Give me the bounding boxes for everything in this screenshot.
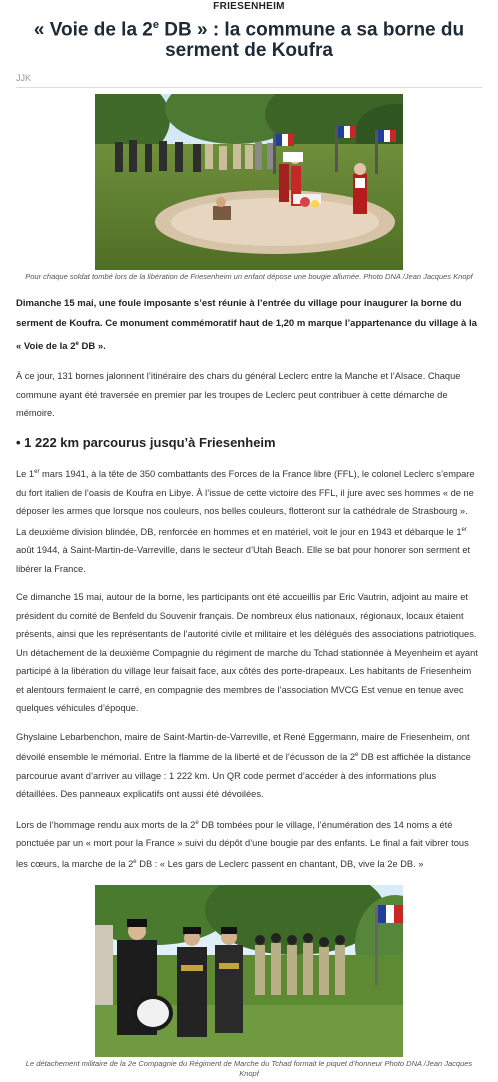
article-author: JJK (16, 73, 32, 84)
history-a-sup: er (34, 468, 40, 475)
paragraph-history (16, 463, 480, 578)
article-lead (16, 294, 480, 357)
hommage-a: Lors de l’hommage rendu aux morts de la 2 (16, 819, 196, 830)
lead-sup: e (75, 341, 79, 348)
headline-sup: e (152, 19, 159, 31)
unveiling-a: Ghyslaine Lebarbenchon, maire de Saint-Martin-de-Varreville, et René Eggermann, maire de Friesenheim, ont dévoilé ensemble le mémorial. Entre la flamme de la liberté et de l’écusson de la 2 (16, 731, 470, 763)
article-kicker: FRIESENHEIM (213, 1, 285, 12)
headline-part2: DB » : la commune a sa borne du serment de Koufra (158, 19, 465, 62)
section-heading: • 1 222 km parcourus jusqu’à Friesenheim (16, 434, 276, 450)
military-photo-image (95, 885, 403, 1057)
paragraph-bornes: À ce jour, 131 bornes jalonnent l’itinéraire des chars du général Leclerc entre la Manche et l’Alsace. Chaque commune ayant été traversée en premier par les troupes de Leclerc peut contribuer à cette démarche de mémoire. (16, 371, 461, 419)
history-c: août 1944, à Saint-Martin-de-Varreville, dans le secteur d’Utah Beach. Elle se bat pour honorer son serment et libérer la France. (16, 545, 471, 574)
article-headline (18, 15, 480, 61)
divider (16, 87, 482, 88)
headline-part1: « Voie de la 2 (33, 19, 153, 41)
hommage-c: DB : « Les gars de Leclerc passent en chantant, DB, vive la 2e DB. » (136, 858, 424, 869)
hommage-b-sup: e (133, 858, 137, 865)
ceremony-photo[interactable] (95, 94, 403, 270)
paragraph-ceremony: Ce dimanche 15 mai, autour de la borne, les participants ont été accueillis par Eric Vautrin, adjoint au maire et président du comité de Benfeld du Souvenir français. De nombreux élus nationaux, régionaux, locaux étaient présents, ainsi que les représentants de l’autorité civile et militaire et les délégués des associations patriotiques. Un détachement de la deuxième Compagnie du régiment de marche du Tchad stationnée à Meyenheim et ayant participé à la libération du village leur faisait face, aux côtés des porte-drapeaux. Les habitants de Friesenheim et alentours fermaient le carré, en compagnie des membres de l’association MVCG Est venue en tenue avec quelques véhicules d’époque. (16, 592, 478, 714)
history-b: mars 1941, à la tête de 350 combattants des Forces de la France libre (FFL), le colonel Leclerc s’empare du fort italien de l’oasis de Koufra en Libye. À l’issue de cette victoire des FFL, il jure avec ses hommes « de ne déposer les armes que lorsque nos couleurs, nos belles couleurs, flotteront sur la cathédrale de Strasbourg ». La deuxième division blindée, DB, renforcée en hommes et en matériel, voit le jour en 1943 et débarque le 1 (16, 469, 475, 537)
hommage-a-sup: e (195, 819, 199, 826)
military-photo-caption: Le détachement militaire de la 2e Compagnie du Régiment de Marche du Tchad formait le piquet d’honneur Photo DNA /Jean Jacques Knopf (25, 1059, 473, 1079)
ceremony-photo-image (95, 94, 403, 270)
unveiling-b: DB est affichée la distance parcourue avant d’arriver au village : 1 222 km. Un QR code permet d’accéder à des informations plus détaillées. Des panneaux explicatifs ont aussi été dévoilées. (16, 752, 471, 800)
unveiling-a-sup: e (355, 752, 359, 759)
history-b-sup: er (461, 526, 467, 533)
lead-text2: DB ». (78, 341, 106, 353)
paragraph-hommage (16, 814, 480, 874)
hommage-b: DB tombées pour le village, l’énumération des 14 noms a été ponctuée par un « mort pour la France » suivi du dépôt d’une bougie par des enfants. Le final a fait vibrer tous les cœurs, la marche de la 2 (16, 819, 469, 869)
ceremony-photo-caption: Pour chaque soldat tombé lors de la libération de Friesenheim un enfant dépose une bougie allumée. Photo DNA /Jean Jacques Knopf (25, 272, 473, 282)
history-a: Le 1 (16, 469, 35, 480)
military-photo[interactable] (95, 885, 403, 1057)
lead-text1: Dimanche 15 mai, une foule imposante s’est réunie à l’entrée du village pour inaugurer la borne du serment de Koufra. Ce monument commémoratif haut de 1,20 m marque l’appartenance du village à la « Voie de la 2 (16, 298, 477, 353)
paragraph-unveiling (16, 728, 480, 804)
